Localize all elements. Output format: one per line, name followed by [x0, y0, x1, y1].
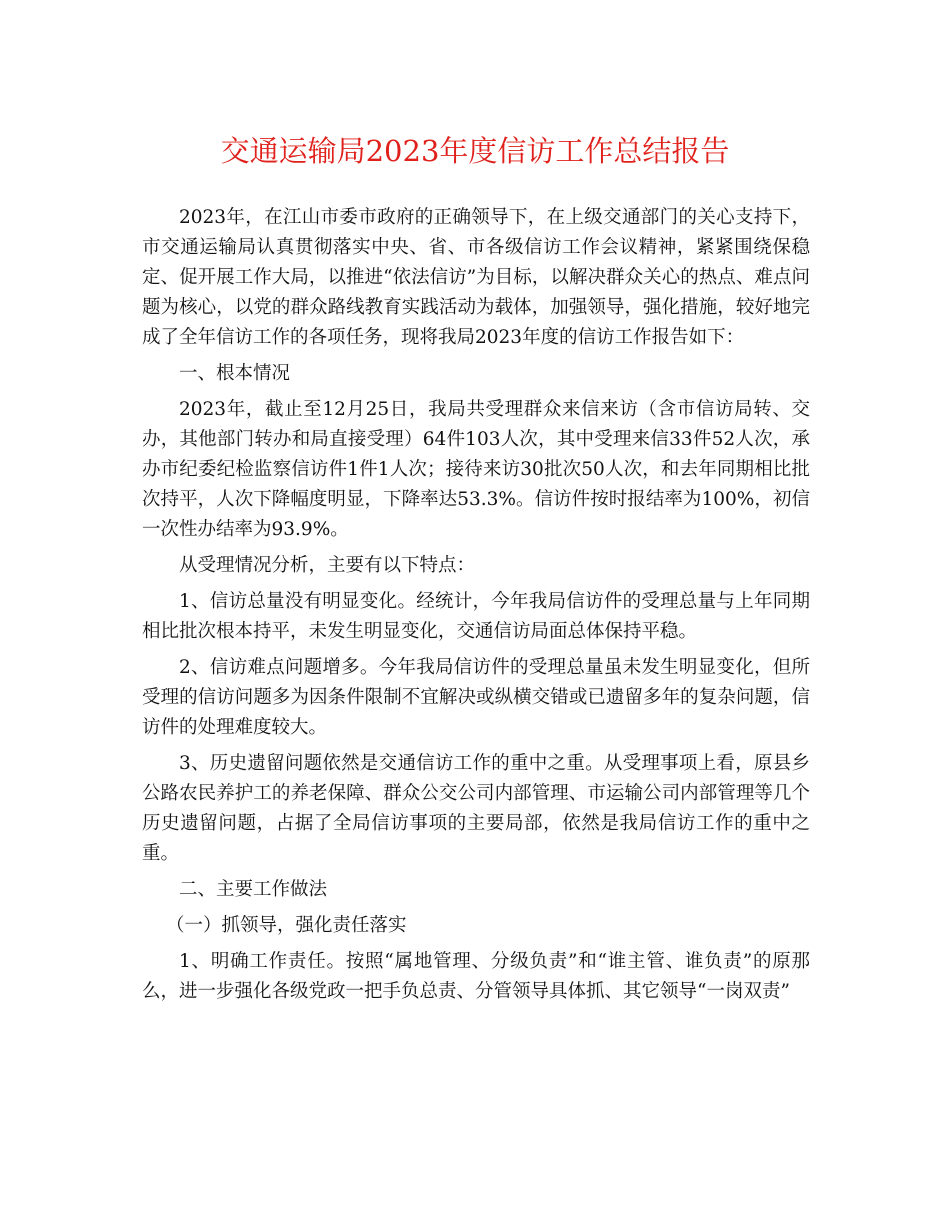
feature-1-paragraph: 1、信访总量没有明显变化。经统计，今年我局信访件的受理总量与上年同期相比批次根本持平，未发生明显变化，交通信访局面总体保持平稳。 — [142, 591, 810, 642]
section-heading-basic-situation: 一、根本情况 — [179, 363, 291, 384]
document-body — [142, 203, 810, 1013]
statistics-paragraph: 2023年，截止至12月25日，我局共受理群众来信来访（含市信访局转、交办，其他部门转办和局直接受理）64件103人次，其中受理来信33件52人次，承办市纪委纪检监察信访件1件1人次；接待来访30批次50人次，和去年同期相比批次持平，人次下降幅度明显，下降率达53.3%。信访件按时报结率为100%，初信一次性办结率为93.9%。 — [142, 399, 810, 540]
document-title: 交通运输局2023年度信访工作总结报告 — [220, 134, 730, 168]
intro-paragraph: 2023年，在江山市委市政府的正确领导下，在上级交通部门的关心支持下，市交通运输局认真贯彻落实中央、省、市各级信访工作会议精神，紧紧围绕保稳定、促开展工作大局，以推进“依法信访”为目标，以解决群众关心的热点、难点问题为核心，以党的群众路线教育实践活动为载体，加强领导，强化措施，较好地完成了全年信访工作的各项任务，现将我局2023年度的信访工作报告如下： — [142, 207, 810, 348]
section-heading-main-work: 二、主要工作做法 — [179, 879, 328, 900]
subsection-heading-leadership: （一）抓领导，强化责任落实 — [166, 915, 407, 936]
feature-2-paragraph: 2、信访难点问题增多。今年我局信访件的受理总量虽未发生明显变化，但所受理的信访问题多为因条件限制不宜解决或纵横交错或已遗留多年的复杂问题，信访件的处理难度较大。 — [142, 657, 810, 738]
responsibility-paragraph: 1、明确工作责任。按照“属地管理、分级负责”和“谁主管、谁负责”的原那么，进一步强化各级党政一把手负总责、分管领导具体抓、其它领导“一岗双责” — [142, 951, 810, 1002]
feature-3-paragraph: 3、历史遗留问题依然是交通信访工作的重中之重。从受理事项上看，原县乡公路农民养护工的养老保障、群众公交公司内部管理、市运输公司内部管理等几个历史遗留问题，占据了全局信访事项的主要局部，依然是我局信访工作的重中之重。 — [142, 753, 810, 864]
analysis-intro-paragraph: 从受理情况分析，主要有以下特点： — [179, 555, 476, 576]
